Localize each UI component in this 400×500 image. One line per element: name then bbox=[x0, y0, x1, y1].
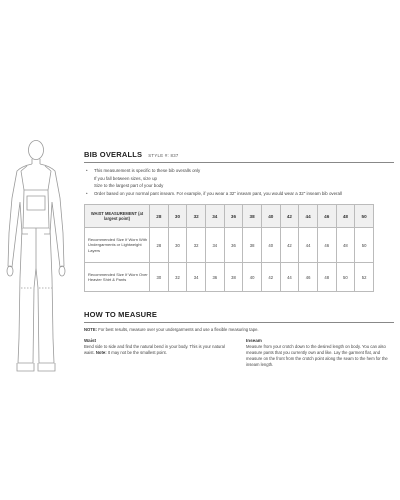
table-header-cell: 44 bbox=[299, 205, 318, 228]
table-header-cell: 46 bbox=[317, 205, 336, 228]
row-label: Recommended Size If Worn Over Heavier Shirt & Pants bbox=[85, 263, 150, 292]
waist-instructions bbox=[84, 338, 232, 368]
table-cell: 48 bbox=[317, 263, 336, 292]
table-cell: 42 bbox=[280, 228, 299, 263]
inseam-title: Inseam bbox=[246, 338, 262, 343]
divider bbox=[84, 322, 394, 323]
how-to-measure-title: HOW TO MEASURE bbox=[84, 310, 158, 319]
table-row bbox=[85, 228, 374, 263]
waist-note-text: It may not be the smallest point. bbox=[107, 350, 167, 355]
table-header-cell: 28 bbox=[150, 205, 169, 228]
table-header-cell: 40 bbox=[261, 205, 280, 228]
inseam-text: Measure from your crotch down to the desired length on body. You can also measure pants that you currently own and like. Lay the garment flat, and measure on the front from the crotch point along the seam to the hem for the inseam length. bbox=[246, 344, 388, 367]
waist-text: Bend side to side and find the natural bend in your body. This is your natural waist. bbox=[84, 344, 225, 355]
note-label: NOTE: bbox=[84, 327, 98, 332]
table-cell: 38 bbox=[243, 228, 262, 263]
table-cell: 34 bbox=[187, 263, 206, 292]
measure-instructions bbox=[84, 338, 394, 368]
section-heading bbox=[84, 310, 394, 319]
table-cell: 38 bbox=[224, 263, 243, 292]
table-cell: 30 bbox=[150, 263, 169, 292]
table-cell: 44 bbox=[299, 228, 318, 263]
table-header-label: WAIST MEASUREMENT (at largest point) bbox=[85, 205, 150, 228]
table-cell: 42 bbox=[261, 263, 280, 292]
divider bbox=[84, 162, 394, 163]
table-header-cell: 42 bbox=[280, 205, 299, 228]
table-cell: 34 bbox=[205, 228, 224, 263]
inseam-instructions bbox=[246, 338, 394, 368]
how-to-measure-section bbox=[84, 310, 394, 368]
bib-overall-figure-illustration bbox=[2, 138, 70, 376]
table-cell: 48 bbox=[336, 228, 355, 263]
size-table bbox=[84, 204, 374, 292]
table-cell: 40 bbox=[243, 263, 262, 292]
waist-title: Waist bbox=[84, 338, 97, 343]
table-cell: 40 bbox=[261, 228, 280, 263]
table-cell: 30 bbox=[168, 228, 187, 263]
table-cell: 50 bbox=[336, 263, 355, 292]
section-heading bbox=[84, 150, 394, 159]
table-cell: 28 bbox=[150, 228, 169, 263]
list-item: Size to the largest part of your body bbox=[94, 183, 164, 188]
table-cell: 44 bbox=[280, 263, 299, 292]
fit-tips-list bbox=[84, 167, 394, 197]
row-label: Recommended Size If Worn With Undergarments or Lightweight Layers bbox=[85, 228, 150, 263]
table-header-cell: 50 bbox=[355, 205, 374, 228]
table-cell: 50 bbox=[355, 228, 374, 263]
size-chart-content bbox=[84, 150, 394, 368]
note-text: For best results, measure over your undergarments and use a flexible measuring tape. bbox=[98, 327, 259, 332]
table-cell: 52 bbox=[355, 263, 374, 292]
figure-head bbox=[29, 141, 44, 160]
table-header-cell: 32 bbox=[187, 205, 206, 228]
page-title: BIB OVERALLS bbox=[84, 150, 143, 159]
table-cell: 46 bbox=[299, 263, 318, 292]
table-cell: 32 bbox=[187, 228, 206, 263]
table-row bbox=[85, 263, 374, 292]
style-number: STYLE #: 837 bbox=[148, 153, 179, 158]
table-cell: 36 bbox=[205, 263, 224, 292]
table-header-cell: 30 bbox=[168, 205, 187, 228]
list-item: • Order based on your normal pant inseam. For example, if you wear a 32" inseam pant, you would wear a 32" inseam bib overall bbox=[84, 190, 394, 198]
table-header-cell: 38 bbox=[243, 205, 262, 228]
table-header-cell: 48 bbox=[336, 205, 355, 228]
table-cell: 36 bbox=[224, 228, 243, 263]
list-item: If you fall between sizes, size up bbox=[94, 175, 157, 181]
table-cell: 46 bbox=[317, 228, 336, 263]
table-header-row bbox=[85, 205, 374, 228]
table-header-cell: 34 bbox=[205, 205, 224, 228]
list-item: • This measurement is specific to these bib overalls only bbox=[84, 167, 394, 175]
table-cell: 32 bbox=[168, 263, 187, 292]
waist-note-label: Note: bbox=[95, 350, 107, 355]
measure-note bbox=[84, 327, 394, 332]
table-header-cell: 36 bbox=[224, 205, 243, 228]
